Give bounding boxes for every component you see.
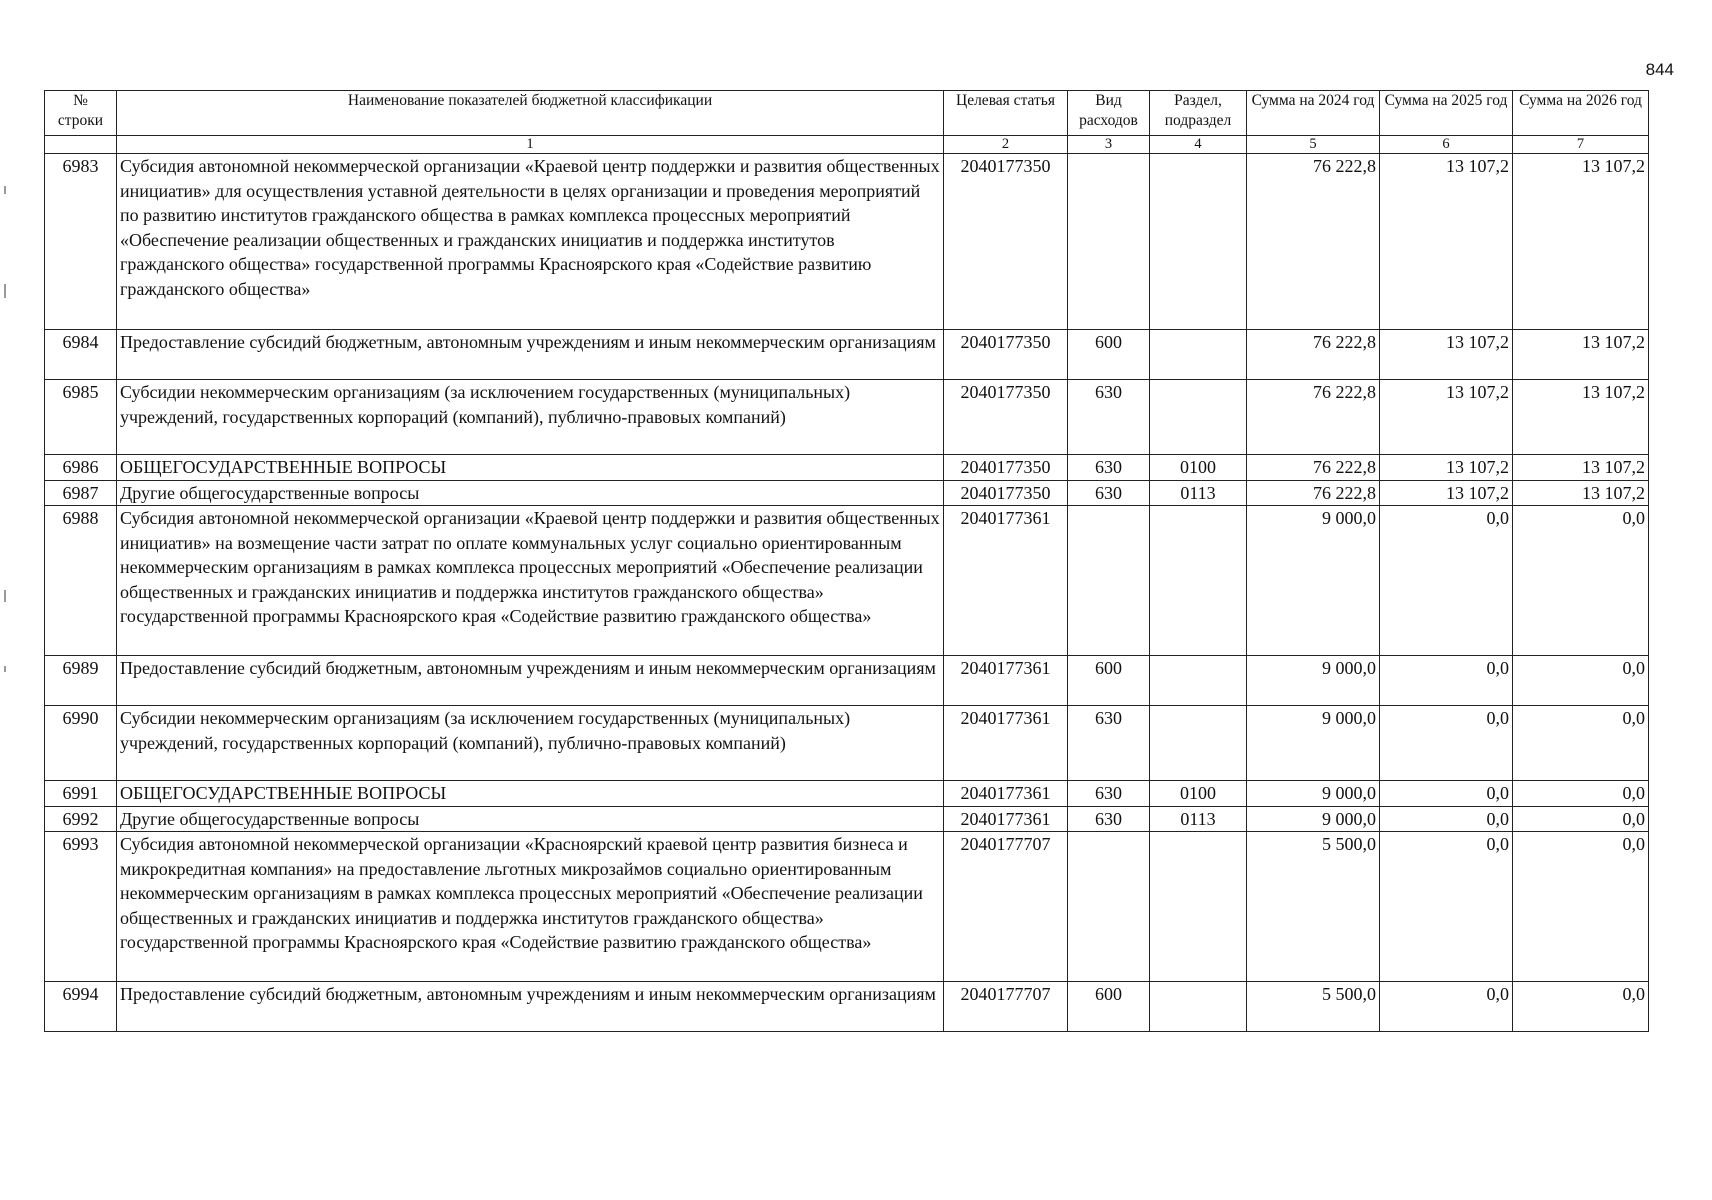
row-sum-2025: 0,0 <box>1380 656 1513 706</box>
row-name: Субсидии некоммерческим организациям (за исключением государственных (муниципальных) учреждений, государственных корпораций (компаний), публично-правовых компаний) <box>117 380 944 455</box>
row-sum-2025: 0,0 <box>1380 781 1513 807</box>
table-row <box>45 154 1649 330</box>
row-kind: 630 <box>1068 806 1150 832</box>
table-row <box>45 706 1649 781</box>
row-sum-2024: 76 222,8 <box>1247 380 1380 455</box>
row-name: Субсидии некоммерческим организациям (за исключением государственных (муниципальных) учреждений, государственных корпораций (компаний), публично-правовых компаний) <box>117 706 944 781</box>
table-row <box>45 480 1649 506</box>
scan-artifact <box>4 186 6 194</box>
budget-table <box>44 90 1649 1032</box>
row-section: 0113 <box>1150 806 1247 832</box>
table-row <box>45 832 1649 982</box>
row-kind: 630 <box>1068 480 1150 506</box>
row-number: 6989 <box>45 656 117 706</box>
row-section <box>1150 982 1247 1032</box>
row-name: Субсидия автономной некоммерческой организации «Красноярский краевой центр развития бизнеса и микрокредитная компания» на предоставление льготных микрозаймов социально ориентированным некоммерческим организациям в рамках комплекса процессных мероприятий «Обеспечение реализации общественных и гражданских инициатив и поддержка институтов гражданского общества» государственной программы Красноярского края «Содействие развитию гражданского общества» <box>117 832 944 982</box>
row-kind: 630 <box>1068 455 1150 481</box>
row-sum-2025: 0,0 <box>1380 982 1513 1032</box>
row-number: 6990 <box>45 706 117 781</box>
column-number: 6 <box>1380 136 1513 154</box>
row-number: 6993 <box>45 832 117 982</box>
table-row <box>45 806 1649 832</box>
row-sum-2026: 0,0 <box>1513 506 1649 656</box>
row-number: 6991 <box>45 781 117 807</box>
row-kind <box>1068 506 1150 656</box>
table-row <box>45 330 1649 380</box>
row-target: 2040177361 <box>944 506 1068 656</box>
row-sum-2026: 0,0 <box>1513 832 1649 982</box>
row-sum-2026: 13 107,2 <box>1513 330 1649 380</box>
page-number: 844 <box>1645 60 1674 79</box>
row-name: Субсидия автономной некоммерческой организации «Краевой центр поддержки и развития общественных инициатив» для осуществления уставной деятельности в целях организации и проведения мероприятий по развитию институтов гражданского общества в рамках комплекса процессных мероприятий «Обеспечение реализации общественных и гражданских инициатив и поддержка институтов гражданского общества» государственной программы Красноярского края «Содействие развитию гражданского общества» <box>117 154 944 330</box>
row-sum-2025: 13 107,2 <box>1380 154 1513 330</box>
row-number: 6988 <box>45 506 117 656</box>
row-kind <box>1068 154 1150 330</box>
column-number-row <box>45 136 1649 154</box>
row-sum-2025: 13 107,2 <box>1380 380 1513 455</box>
row-target: 2040177350 <box>944 330 1068 380</box>
row-sum-2026: 13 107,2 <box>1513 380 1649 455</box>
row-kind: 600 <box>1068 982 1150 1032</box>
col-header-sum-2025: Сумма на 2025 год <box>1380 91 1513 136</box>
row-target: 2040177350 <box>944 480 1068 506</box>
column-number: 1 <box>117 136 944 154</box>
row-sum-2025: 13 107,2 <box>1380 455 1513 481</box>
row-name: Предоставление субсидий бюджетным, автономным учреждениям и иным некоммерческим организациям <box>117 330 944 380</box>
row-section: 0113 <box>1150 480 1247 506</box>
column-number: 7 <box>1513 136 1649 154</box>
row-target: 2040177707 <box>944 982 1068 1032</box>
row-sum-2024: 76 222,8 <box>1247 480 1380 506</box>
row-name: Другие общегосударственные вопросы <box>117 480 944 506</box>
row-kind: 630 <box>1068 380 1150 455</box>
row-sum-2024: 9 000,0 <box>1247 656 1380 706</box>
row-kind: 630 <box>1068 706 1150 781</box>
row-section <box>1150 506 1247 656</box>
col-header-name: Наименование показателей бюджетной классификации <box>117 91 944 136</box>
row-target: 2040177350 <box>944 455 1068 481</box>
row-name: Предоставление субсидий бюджетным, автономным учреждениям и иным некоммерческим организациям <box>117 656 944 706</box>
row-number: 6985 <box>45 380 117 455</box>
col-header-sum-2026: Сумма на 2026 год <box>1513 91 1649 136</box>
row-sum-2024: 9 000,0 <box>1247 781 1380 807</box>
row-section <box>1150 380 1247 455</box>
row-target: 2040177707 <box>944 832 1068 982</box>
row-target: 2040177350 <box>944 154 1068 330</box>
row-number: 6984 <box>45 330 117 380</box>
table-row <box>45 781 1649 807</box>
row-section <box>1150 832 1247 982</box>
row-section <box>1150 330 1247 380</box>
column-number: 4 <box>1150 136 1247 154</box>
row-kind: 600 <box>1068 656 1150 706</box>
column-number: 3 <box>1068 136 1150 154</box>
row-sum-2025: 0,0 <box>1380 706 1513 781</box>
col-header-sum-2024: Сумма на 2024 год <box>1247 91 1380 136</box>
row-target: 2040177350 <box>944 380 1068 455</box>
table-row <box>45 380 1649 455</box>
row-sum-2024: 76 222,8 <box>1247 154 1380 330</box>
row-number: 6986 <box>45 455 117 481</box>
row-target: 2040177361 <box>944 781 1068 807</box>
scan-artifact <box>4 666 6 672</box>
table-row <box>45 982 1649 1032</box>
column-number <box>45 136 117 154</box>
row-sum-2024: 76 222,8 <box>1247 455 1380 481</box>
table-row <box>45 455 1649 481</box>
table-body <box>45 154 1649 1032</box>
row-name: Другие общегосударственные вопросы <box>117 806 944 832</box>
row-sum-2025: 13 107,2 <box>1380 480 1513 506</box>
row-kind: 630 <box>1068 781 1150 807</box>
row-sum-2024: 76 222,8 <box>1247 330 1380 380</box>
scan-artifact <box>4 284 6 298</box>
row-section <box>1150 706 1247 781</box>
row-target: 2040177361 <box>944 706 1068 781</box>
row-sum-2026: 0,0 <box>1513 806 1649 832</box>
table-row <box>45 506 1649 656</box>
row-sum-2026: 0,0 <box>1513 656 1649 706</box>
row-sum-2026: 0,0 <box>1513 706 1649 781</box>
row-sum-2024: 5 500,0 <box>1247 832 1380 982</box>
row-number: 6983 <box>45 154 117 330</box>
row-sum-2024: 9 000,0 <box>1247 806 1380 832</box>
row-name: Субсидия автономной некоммерческой организации «Краевой центр поддержки и развития общественных инициатив» на возмещение части затрат по оплате коммунальных услуг социально ориентированным некоммерческим организациям в рамках комплекса процессных мероприятий «Обеспечение реализации общественных и гражданских инициатив и поддержка институтов гражданского общества» государственной программы Красноярского края «Содействие развитию гражданского общества» <box>117 506 944 656</box>
row-name: ОБЩЕГОСУДАРСТВЕННЫЕ ВОПРОСЫ <box>117 455 944 481</box>
column-number: 2 <box>944 136 1068 154</box>
scan-artifact <box>4 590 6 602</box>
row-section: 0100 <box>1150 781 1247 807</box>
row-sum-2025: 0,0 <box>1380 506 1513 656</box>
row-kind: 600 <box>1068 330 1150 380</box>
col-header-section: Раздел, подраздел <box>1150 91 1247 136</box>
col-header-row-no: № строки <box>45 91 117 136</box>
table-row <box>45 656 1649 706</box>
row-sum-2025: 0,0 <box>1380 832 1513 982</box>
header-row <box>45 91 1649 136</box>
row-number: 6987 <box>45 480 117 506</box>
row-sum-2025: 0,0 <box>1380 806 1513 832</box>
row-target: 2040177361 <box>944 806 1068 832</box>
row-sum-2026: 0,0 <box>1513 781 1649 807</box>
row-sum-2026: 13 107,2 <box>1513 154 1649 330</box>
row-sum-2024: 9 000,0 <box>1247 506 1380 656</box>
row-sum-2026: 13 107,2 <box>1513 480 1649 506</box>
row-name: ОБЩЕГОСУДАРСТВЕННЫЕ ВОПРОСЫ <box>117 781 944 807</box>
col-header-target: Целевая статья <box>944 91 1068 136</box>
row-section <box>1150 656 1247 706</box>
row-number: 6992 <box>45 806 117 832</box>
row-section: 0100 <box>1150 455 1247 481</box>
row-sum-2024: 9 000,0 <box>1247 706 1380 781</box>
row-section <box>1150 154 1247 330</box>
row-number: 6994 <box>45 982 117 1032</box>
row-name: Предоставление субсидий бюджетным, автономным учреждениям и иным некоммерческим организациям <box>117 982 944 1032</box>
column-number: 5 <box>1247 136 1380 154</box>
row-sum-2026: 0,0 <box>1513 982 1649 1032</box>
row-sum-2025: 13 107,2 <box>1380 330 1513 380</box>
row-sum-2026: 13 107,2 <box>1513 455 1649 481</box>
col-header-kind: Вид расходов <box>1068 91 1150 136</box>
row-sum-2024: 5 500,0 <box>1247 982 1380 1032</box>
row-target: 2040177361 <box>944 656 1068 706</box>
row-kind <box>1068 832 1150 982</box>
